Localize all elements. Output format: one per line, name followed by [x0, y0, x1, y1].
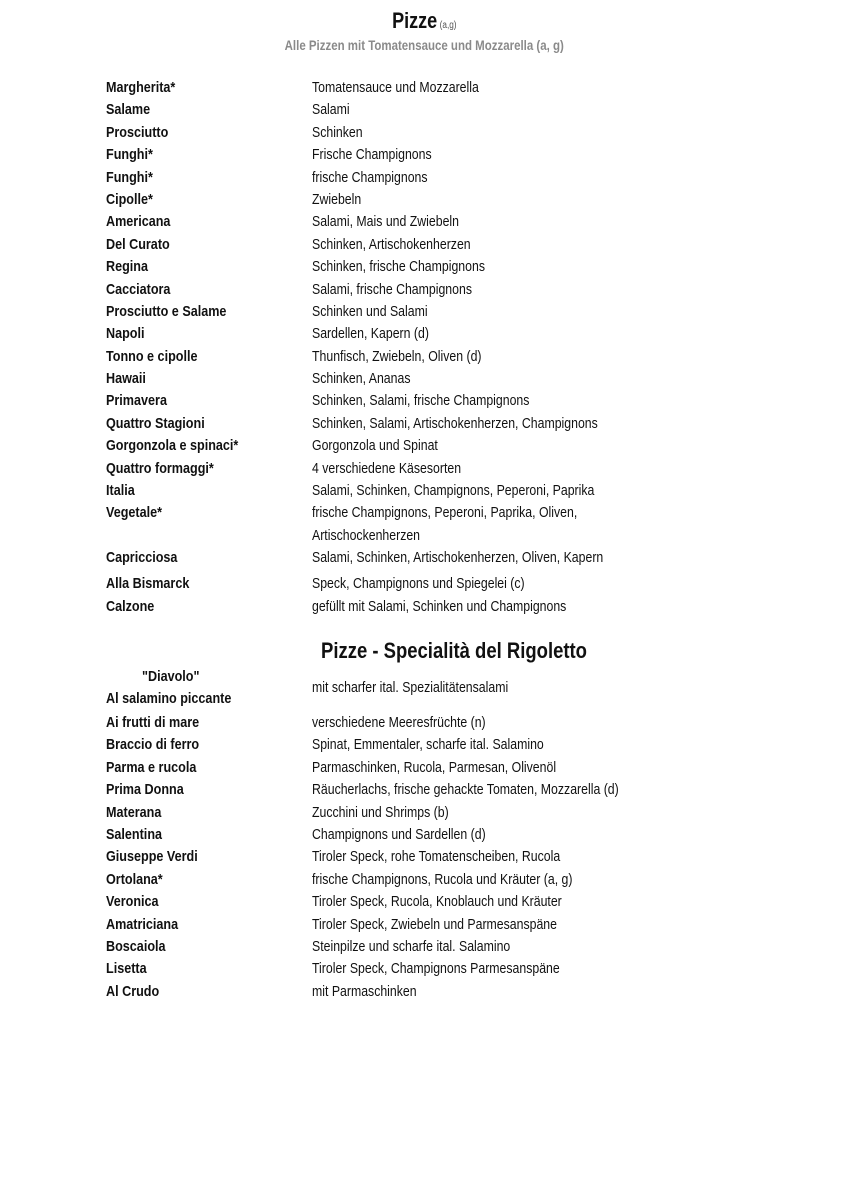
menu-item-name: Primavera [106, 392, 167, 410]
menu-item-name: Calzone [106, 597, 155, 615]
menu-item-description [312, 802, 449, 824]
menu-item-name: Funghi* [106, 168, 153, 186]
menu-item [106, 869, 826, 891]
menu-item [106, 779, 826, 801]
menu-item-name: Lisetta [106, 960, 147, 978]
menu-item-description [312, 144, 432, 166]
menu-item-name: Cacciatora [106, 280, 171, 298]
menu-item-description [312, 234, 471, 256]
menu-item-description-line: Schinken, Artischokenherzen [312, 235, 471, 253]
title-allergen-note: (a,g) [439, 20, 457, 31]
menu-item-description-line: Schinken, Ananas [312, 370, 411, 388]
menu-item-name: Tonno e cipolle [106, 347, 198, 365]
menu-item-name: Ortolana* [106, 870, 163, 888]
menu-item [106, 390, 826, 412]
menu-item-diavolo [106, 668, 826, 712]
menu-item-name: Prosciutto e Salame [106, 302, 227, 320]
menu-item-name: Materana [106, 803, 162, 821]
menu-item-description-line: Tiroler Speck, Champignons Parmesanspäne [312, 960, 560, 978]
menu-item-description-line: Tiroler Speck, rohe Tomatenscheiben, Rucola [312, 848, 561, 866]
menu-item-description [312, 77, 479, 99]
menu-item [106, 346, 826, 368]
menu-item-description-line: frische Champignons, Peperoni, Paprika, Oliven, [312, 504, 578, 522]
menu-item-description [312, 891, 562, 913]
menu-item-description [312, 211, 459, 233]
menu-item-description [312, 547, 603, 569]
menu-item [106, 323, 826, 345]
menu-item-name: Del Curato [106, 235, 170, 253]
menu-item-description [312, 824, 486, 846]
menu-item-name: Prosciutto [106, 123, 169, 141]
menu-item-name: Braccio di ferro [106, 736, 200, 754]
menu-item-name: Ai frutti di mare [106, 714, 200, 731]
menu-item [106, 435, 826, 457]
menu-item [106, 368, 826, 390]
menu-item [106, 480, 826, 502]
menu-item-name: Italia [106, 482, 135, 500]
menu-item [106, 301, 826, 323]
menu-item-description-line: Schinken, Salami, Artischokenherzen, Champignons [312, 414, 598, 432]
menu-item [106, 757, 826, 779]
menu-item-description [312, 458, 461, 480]
menu-item-description-line: Zwiebeln [312, 190, 362, 208]
menu-item-description [312, 914, 557, 936]
menu-item-description-line: Sardellen, Kapern (d) [312, 325, 429, 343]
menu-item-description [312, 256, 485, 278]
menu-item-description-line: Salami, Schinken, Artischokenherzen, Oliven, Kapern [312, 549, 604, 567]
menu-item-description [312, 435, 438, 457]
menu-item-description [312, 757, 556, 779]
menu-item-name: Gorgonzola e spinaci* [106, 437, 239, 455]
menu-item [106, 958, 826, 980]
menu-item [106, 502, 826, 547]
menu-item-description-line: Schinken, frische Champignons [312, 258, 485, 276]
menu-item-name: Parma e rucola [106, 758, 197, 776]
menu-item [106, 573, 826, 595]
menu-item-description [312, 279, 472, 301]
menu-item [106, 122, 826, 144]
menu-item-name: Quattro Stagioni [106, 414, 205, 432]
menu-item-name: Americana [106, 213, 171, 231]
menu-item-description-line: Speck, Champignons und Spiegelei (c) [312, 575, 525, 593]
menu-item-description-line: frische Champignons, Rucola und Kräuter (a, g) [312, 870, 573, 888]
menu-item [106, 712, 826, 734]
page-subtitle: Alle Pizzen mit Tomatensauce und Mozzarella (a, g) [284, 37, 564, 53]
menu-item-description [312, 596, 566, 618]
menu-item-description [312, 573, 525, 595]
menu-item-description-line: Schinken, Salami, frische Champignons [312, 392, 530, 410]
menu-item-description: mit scharfer ital. Spezialitätensalami [312, 679, 509, 696]
menu-item-description-line: Salami [312, 101, 350, 119]
menu-item-description [312, 390, 529, 412]
menu-item-description [312, 734, 544, 756]
menu-item-description [312, 981, 417, 1003]
menu-item-description-line: Champignons und Sardellen (d) [312, 825, 486, 843]
title-text: Pizze (a,g) [391, 8, 457, 33]
menu-item-description-line: Schinken [312, 123, 363, 141]
menu-item-name: Al salamino piccante [106, 690, 232, 707]
menu-item-name: Funghi* [106, 146, 153, 164]
menu-item [106, 824, 826, 846]
menu-item [106, 189, 826, 211]
menu-item-description-line: Spinat, Emmentaler, scharfe ital. Salamino [312, 736, 544, 754]
menu-item-description [312, 712, 486, 734]
menu-item-description [312, 323, 429, 345]
menu-item [106, 458, 826, 480]
menu-item-description [312, 936, 510, 958]
menu-item [106, 234, 826, 256]
menu-item [106, 144, 826, 166]
menu-item-description-line: 4 verschiedene Käsesorten [312, 459, 462, 477]
menu-item-name: Cipolle* [106, 190, 153, 208]
menu-item-name: Quattro formaggi* [106, 459, 214, 477]
menu-item-name: Veronica [106, 893, 159, 911]
menu-item-description [312, 167, 428, 189]
menu-item-description-line: Tiroler Speck, Zwiebeln und Parmesanspäne [312, 915, 557, 933]
menu-item-description-line: Salami, frische Champignons [312, 280, 472, 298]
menu-item [106, 547, 826, 573]
section-title-specialita: Pizze - Specialità del Rigoletto [321, 638, 587, 663]
menu-item-description [312, 958, 560, 980]
menu-item-description [312, 346, 482, 368]
menu-item-name: Salame [106, 101, 151, 119]
menu-item-description [312, 368, 410, 390]
menu-item [106, 734, 826, 756]
menu-item-name: Napoli [106, 325, 145, 343]
menu-item-description-line: Salami, Mais und Zwiebeln [312, 213, 459, 231]
menu-item [106, 413, 826, 435]
menu-item-name: Boscaiola [106, 937, 166, 955]
menu-item [106, 167, 826, 189]
pizze-list [106, 77, 826, 618]
menu-item-description [312, 122, 363, 144]
menu-item-name: Giuseppe Verdi [106, 848, 198, 866]
menu-item-name: Amatriciana [106, 915, 179, 933]
menu-item-name: Al Crudo [106, 982, 160, 1000]
menu-item-name: "Diavolo" [142, 668, 200, 685]
menu-item-description-line: verschiedene Meeresfrüchte (n) [312, 714, 486, 731]
menu-item-name: Margherita* [106, 79, 176, 96]
menu-item [106, 256, 826, 278]
menu-item-description-line: Artischockenherzen [312, 526, 421, 544]
menu-item [106, 914, 826, 936]
menu-item [106, 77, 826, 99]
menu-item-description-line: Parmaschinken, Rucola, Parmesan, Olivenöl [312, 758, 557, 776]
menu-item-description [312, 413, 598, 435]
menu-item [106, 279, 826, 301]
menu-item-description [312, 846, 560, 868]
menu-item-description-line: Steinpilze und scharfe ital. Salamino [312, 937, 511, 955]
menu-item-description-line: Tiroler Speck, Rucola, Knoblauch und Kräuter [312, 893, 562, 911]
menu-item-description [312, 189, 361, 211]
menu-item-description [312, 99, 350, 121]
menu-item [106, 802, 826, 824]
menu-item-description-line: mit Parmaschinken [312, 982, 417, 1000]
menu-item [106, 981, 826, 1003]
menu-item-description-line: frische Champignons [312, 168, 428, 186]
menu-item-description-line: gefüllt mit Salami, Schinken und Champignons [312, 597, 567, 615]
menu-item-description [312, 779, 619, 801]
menu-item [106, 99, 826, 121]
menu-item-name: Capricciosa [106, 549, 178, 567]
specialita-list [106, 712, 826, 1003]
menu-item-description-line: Zucchini und Shrimps (b) [312, 803, 449, 821]
menu-item-description [312, 301, 428, 323]
menu-item-description [312, 480, 594, 502]
menu-item-name: Alla Bismarck [106, 575, 190, 593]
page-title [0, 8, 848, 34]
menu-item [106, 891, 826, 913]
menu-item [106, 596, 826, 618]
menu-item-name: Vegetale* [106, 504, 163, 522]
menu-item-description [312, 502, 577, 547]
menu-item-name: Prima Donna [106, 781, 184, 799]
menu-item [106, 936, 826, 958]
menu-item-description-line: Salami, Schinken, Champignons, Peperoni, Paprika [312, 482, 595, 500]
menu-item-name: Regina [106, 258, 149, 276]
menu-item-description-line: Frische Champignons [312, 146, 432, 164]
menu-item-description-line: Thunfisch, Zwiebeln, Oliven (d) [312, 347, 482, 365]
menu-item-description-line: Gorgonzola und Spinat [312, 437, 438, 455]
menu-item [106, 211, 826, 233]
menu-item [106, 846, 826, 868]
menu-item-description-line: Räucherlachs, frische gehackte Tomaten, Mozzarella (d) [312, 781, 619, 799]
menu-item-name: Hawaii [106, 370, 146, 388]
menu-item-name: Salentina [106, 825, 163, 843]
menu-item-description-line: Schinken und Salami [312, 302, 428, 320]
menu-item-description [312, 869, 572, 891]
menu-item-description-line: Tomatensauce und Mozzarella [312, 79, 479, 96]
